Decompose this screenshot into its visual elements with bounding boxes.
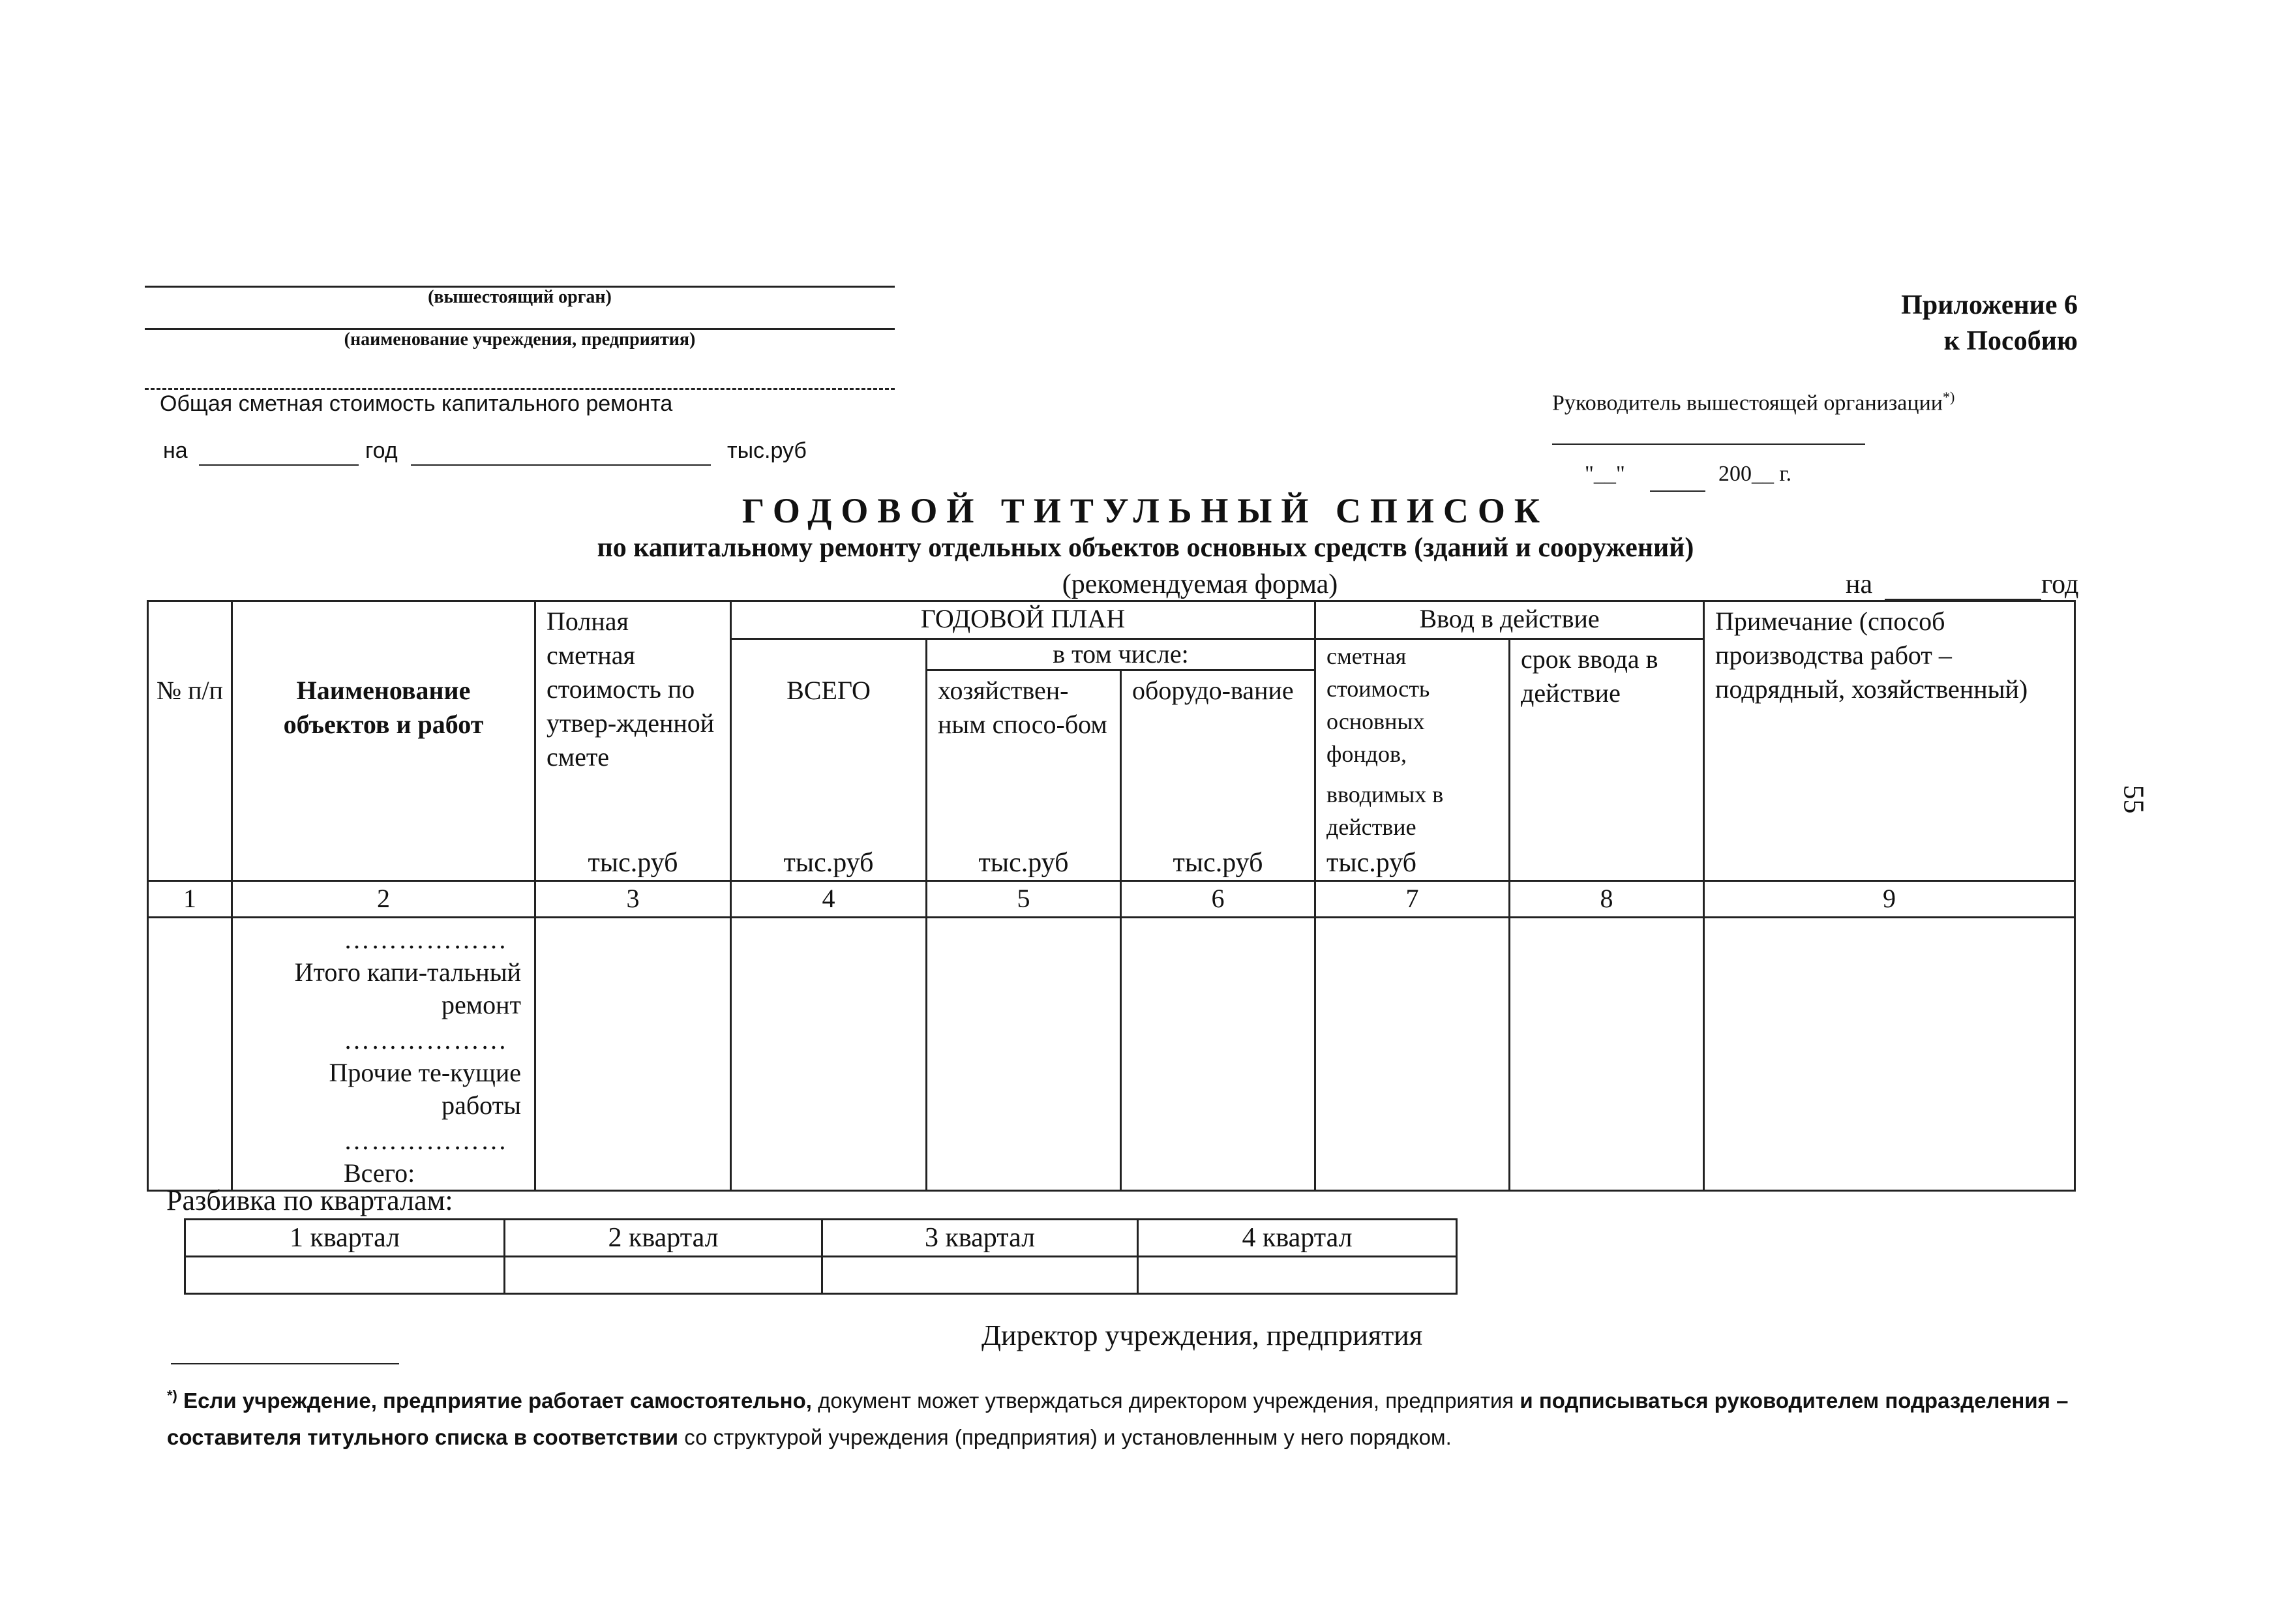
column-numbers-row [148,881,2075,918]
header-deadline-text: срок ввода в действие [1521,644,1658,708]
total-cost-year: год [365,438,398,463]
appendix-reference: к Пособию [1943,326,2078,356]
header-est-cost-text-a: сметная стоимость основных фондов, [1326,643,1430,767]
header-including-text: в том числе: [1053,639,1189,669]
footnote-bold-2: и подписываться руководителем подразделения – составителя титульного списка в соответствии [167,1389,2069,1449]
dots-2: ……………… [344,1025,508,1055]
institution-caption: (наименование учреждения, предприятия) [344,329,696,350]
quarter-4-value [1138,1257,1457,1294]
header-full-cost-text: Полная сметная стоимость по утвер-жденной смете [547,607,715,772]
col-num-4: 4 [731,881,927,918]
quarter-4: 4 квартал [1138,1220,1457,1257]
footnote-regular-2: со структурой учреждения (предприятия) и установленным у него порядком. [678,1425,1452,1449]
on-year-label: на [1846,569,1873,599]
head-signature-line [1552,444,1865,445]
col-num-5: 5 [927,881,1121,918]
body-cell-5 [927,918,1121,1191]
quarter-1-value [185,1257,505,1294]
header-name-text: Наименование объектов и работ [283,676,484,739]
head-footnote-mark: *) [1942,389,1955,405]
director-signature: Директор учреждения, предприятия [981,1319,1423,1351]
own-unit: тыс.руб [978,848,1069,878]
col-num-8: 8 [1510,881,1704,918]
footnote [167,1377,2091,1456]
footnote-regular-1: документ может утверждаться директором учреждения, предприятия [811,1389,1520,1413]
col-num-2: 2 [232,881,535,918]
header-annual-plan [731,601,1315,639]
header-name [232,601,535,881]
full-cost-unit: тыс.руб [588,848,678,878]
body-cell-7 [1315,918,1510,1191]
table-body-row [148,918,2075,1191]
col-num-9: 9 [1704,881,2075,918]
header-equipment-text: оборудо-вание [1132,676,1294,705]
total-cost-year-blank [199,464,359,466]
col-num-1: 1 [148,881,232,918]
appendix-number: Приложение 6 [1901,290,2078,320]
date-quote: "__" [1585,462,1625,486]
quarter-1: 1 квартал [185,1220,505,1257]
header-total [731,639,927,881]
total-cost-on: на [163,438,188,463]
total-cost-label: Общая сметная стоимость капитального ремонта [160,391,673,416]
recommended-form: (рекомендуемая форма) [1062,569,1338,599]
header-including [927,639,1315,670]
footnote-bold-1: Если учреждение, предприятие работает самостоятельно, [183,1389,812,1413]
quarters-table [184,1218,1458,1295]
header-note [1704,601,2075,881]
separator-line [145,388,895,390]
quarter-2-value [505,1257,822,1294]
quarter-2: 2 квартал [505,1220,822,1257]
header-own [927,670,1121,881]
footnote-mark: *) [167,1387,177,1404]
body-cell-6 [1121,918,1315,1191]
dots-3: ……………… [344,1126,508,1155]
date-year: 200__ г. [1718,462,1792,486]
header-deadline [1510,639,1704,881]
header-equipment [1121,670,1315,881]
total-cost-unit: тыс.руб [727,438,807,463]
col-num-6: 6 [1121,881,1315,918]
quarter-3-value [822,1257,1138,1294]
body-cell-8 [1510,918,1704,1191]
document-subtitle: по капитальному ремонту отдельных объектов основных средств (зданий и сооружений) [597,533,1694,563]
quarter-3: 3 квартал [822,1220,1138,1257]
header-own-text: хозяйствен-ным спосо-бом [938,676,1107,739]
other-current-label: Прочие те-кущие работы [329,1058,521,1120]
quarters-values-row [185,1257,1457,1294]
equipment-unit: тыс.руб [1173,848,1263,878]
header-est-cost [1315,639,1510,881]
capital-total-label: Итого капи-тальный ремонт [294,957,521,1019]
title-list-table [147,600,2076,1192]
superior-body-caption: (вышестоящий орган) [428,287,612,307]
total-unit: тыс.руб [783,848,874,878]
body-cell-9 [1704,918,2075,1191]
body-num-cell [148,918,232,1191]
header-num [148,601,232,881]
footnote-separator [171,1363,399,1364]
head-label [1552,389,1954,415]
header-total-text: ВСЕГО [786,676,871,705]
dots-1: ……………… [344,925,508,954]
col-num-3: 3 [535,881,731,918]
header-full-cost [535,601,731,881]
est-cost-unit: тыс.руб [1326,848,1417,878]
year-label: год [2041,569,2079,599]
document-title: ГОДОВОЙ ТИТУЛЬНЫЙ СПИСОК [741,491,1550,530]
header-commissioning [1315,601,1704,639]
header-commissioning-text: Ввод в действие [1419,604,1600,633]
page-number: 55 [2118,785,2150,814]
body-cell-3 [535,918,731,1191]
col-num-7: 7 [1315,881,1510,918]
total-cost-amount-blank [411,464,711,466]
head-label-text: Руководитель вышестоящей организации [1552,391,1943,415]
header-num-text: № п/п [156,676,224,705]
grand-total-label: Всего: [344,1158,415,1188]
header-note-text: Примечание (способ производства работ – подрядный, хозяйственный) [1715,607,2028,704]
body-cell-4 [731,918,927,1191]
quarters-header-row [185,1220,1457,1257]
header-annual-plan-text: ГОДОВОЙ ПЛАН [920,604,1126,633]
body-name-cell [232,918,535,1191]
header-est-cost-text-b: вводимых в действие [1326,781,1444,840]
quarters-label: Разбивка по кварталам: [166,1184,453,1216]
